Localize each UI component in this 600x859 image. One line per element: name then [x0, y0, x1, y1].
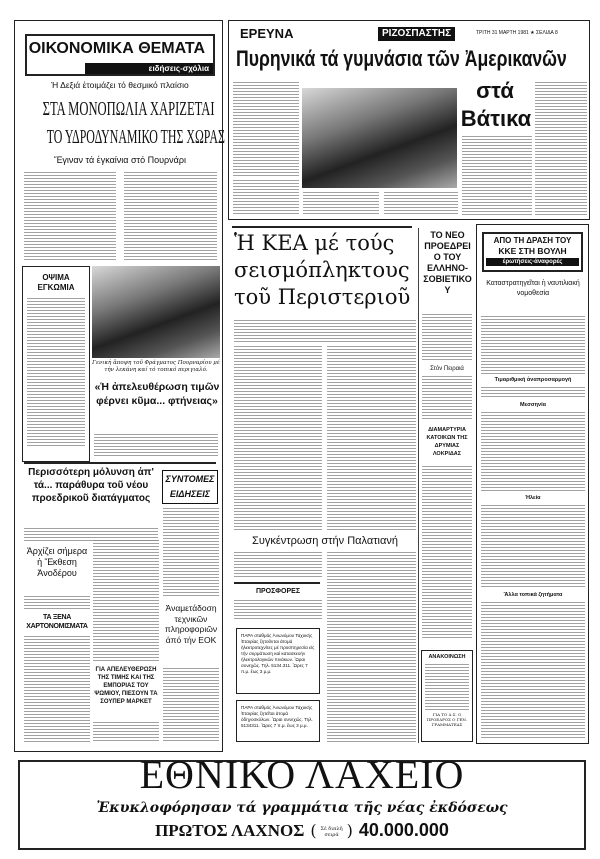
main-headline-2: ΤΟ ΥΔΡΟΔΥΝΑΜΙΚΟ ΤΗΣ ΧΩΡΑΣ — [46, 125, 225, 148]
body-text — [327, 552, 416, 742]
parliament-title-2: ΚΚΕ ΣΤΗ ΒΟΥΛΗ — [498, 246, 567, 256]
body-text — [462, 136, 532, 216]
announcement-box — [421, 650, 473, 742]
parliament-subtitle: ἐρωτήσεις-ἀναφορές — [486, 258, 579, 266]
section-title: ΟΙΚΟΝΟΜΙΚΑ ΘΕΜΑΤΑ — [28, 40, 205, 57]
parliament-subheading: Τιμαριθμική ἀναπροσαρμογή — [494, 377, 572, 383]
sidebar-box — [22, 266, 90, 462]
parliament-header — [482, 232, 583, 272]
body-text — [234, 600, 322, 620]
currency-table — [24, 636, 90, 742]
parliament-subheading: Μεσσηνία — [519, 402, 547, 408]
body-text — [124, 172, 217, 260]
parliament-subheading: Ἄλλα τοπικά ζητήματα — [503, 592, 563, 598]
eok-headline: Ἀναμετάδοση τεχνικῶν πληροφοριῶν ἀπό τήν ΕΟΚ — [164, 603, 218, 645]
announcement-title: ΑΝΑΚΟΙΝΩΣΗ — [428, 654, 466, 660]
research-headline-sta: στά — [476, 78, 514, 103]
prize-amount: 40.000.000 — [358, 820, 449, 840]
body-text — [24, 172, 116, 262]
tank-photo — [302, 88, 457, 188]
sidebar-title: ΟΨΙΜΑ ΕΓΚΩΜΙΑ — [37, 273, 75, 292]
body-text — [481, 316, 585, 374]
lottery-subtitle: Ἐκυκλοφόρησαν τά γραμμάτια τῆς νέας ἐκδόσεως — [96, 800, 508, 816]
research-headline-vatika: Βάτικα — [460, 106, 532, 131]
body-text — [481, 412, 585, 492]
pollution-headline: Περισσότερη μόλυνση ἀπ' τά... παράθυρα τοῦ νέου προεδρικοῦ διατάγματος — [28, 467, 154, 504]
short-news-badge: ΣΥΝΤΟΜΕΣ ΕΙΔΗΣΕΙΣ — [162, 470, 218, 504]
section-header — [25, 34, 215, 76]
lottery-ad — [18, 752, 586, 850]
research-headline: Πυρηνικά τά γυμνάσια τῶν Ἀμερικανῶν — [236, 46, 567, 71]
divider — [234, 582, 320, 584]
prize-note: Σέ διπλῆ σειρά — [320, 825, 343, 838]
body-text — [234, 320, 416, 342]
body-text — [233, 82, 299, 177]
rally-headline: Συγκέντρωση στήν Παλατιανή — [252, 535, 398, 547]
proedrio-headline: ΤΟ ΝΕΟ ΠΡΟΕΔΡΕΙΟ ΤΟΥ ΕΛΛΗΝΟ-ΣΟΒΙΕΤΙΚΟΥ — [423, 230, 472, 295]
short-news-text — [163, 508, 219, 596]
job-ad — [236, 700, 320, 742]
dateline: ΤΡΙΤΗ 31 ΜΑΡΤΗ 1981 ★ ΣΕΛΙΔΑ 8 — [476, 30, 558, 36]
announcement-signature: ΓΙΑ ΤΟ Δ.Σ. Ο ΠΡΟΕΔΡΟΣ Ο ΓΕΝ. ΓΡΑΜΜΑΤΕΑΣ — [426, 712, 468, 727]
offers-title: ΠΡΟΣΦΟΡΕΣ — [255, 588, 301, 595]
currency-title: ΤΑ ΞΕΝΑ ΧΑΡΤΟΝΟΜΙΣΜΑΤΑ — [26, 614, 88, 630]
body-text — [422, 376, 472, 420]
body-text — [535, 82, 587, 215]
protest-headline: ΔΙΑΜΑΡΤΥΡΙΑ ΚΑΤΟΙΚΩΝ ΤΗΣ ΔΡΥΜΙΑΣ ΛΟΚΡΙΔΑΣ — [426, 427, 468, 457]
proedrio-subhead: Στόν Πειραιά — [430, 366, 464, 372]
section-subtitle: ειδήσεις-σχόλια — [85, 63, 213, 74]
body-text — [234, 346, 322, 531]
job-ad — [236, 628, 320, 694]
parliament-subheading: Ἠλεία — [525, 495, 541, 501]
body-text — [94, 434, 218, 458]
subhead: Ἔγιναν τά ἐγκαίνια στό Πουρνάρι — [54, 155, 186, 165]
body-text — [93, 722, 159, 742]
prices-headline: «Ἡ ἀπελευθέρωση τιμῶν φέρνει κῦμα... φτήνειας» — [94, 381, 220, 407]
newspaper-logo: ΡΙΖΟΣΠΑΣΤΗΣ — [378, 27, 455, 41]
prize-label: ΠΡΩΤΟΣ ΛΑΧΝΟΣ — [155, 820, 305, 840]
section-label: ΕΡΕΥΝΑ — [240, 26, 294, 41]
body-text — [234, 552, 322, 578]
body-text — [384, 192, 458, 216]
body-text — [481, 387, 585, 399]
column-divider — [418, 228, 419, 743]
job-ad-text: ΠΑΡΑ σταθμός Ἀνωνύμου Ταχυκής Ἑταιρίας ζητεῖται ἀτομά ὁδηγοσκύλων. Ὥραι συνεχῶς. Τηλ. 5134311. Ὥρες 7 π.μ. ἕως 3 μ.μ. — [241, 705, 313, 728]
body-text — [233, 180, 299, 216]
body-text — [425, 664, 469, 710]
lottery-title: ΕΘΝΙΚΟ ΛΑΧΕΙΟ — [139, 752, 465, 797]
body-text — [27, 298, 85, 448]
prize-note-wrap: ( Σέ διπλῆ σειρά ) — [310, 821, 353, 840]
divider — [232, 226, 412, 228]
job-ad-text: ΠΑΡΑ σταθμός Ἀνωνύμου Ταχυκής Ἑταιρίας ζητοῦνται ἀτομά ἠλεκτροτεχνίτες μέ προϋπηρεσία εἰς τήν συρμάτωση καί κατασκευήν ἠλεκτρολογικῶν πινάκων. Ὥραι συνεχῶς. Τηλ. 5134.311. Ὥρες 7 π.μ. ἕως 3 μ.μ. — [241, 633, 315, 674]
body-text — [422, 466, 472, 640]
lottery-prize — [20, 820, 584, 841]
body-text — [24, 596, 90, 610]
body-text — [481, 505, 585, 589]
parliament-headline: Καταστρατηγεῖται ἡ ναυτιλιακή νομοθεσία — [486, 280, 580, 297]
parliament-title-1: ΑΠΟ ΤΗ ΔΡΑΣΗ ΤΟΥ — [493, 236, 572, 245]
divider — [24, 462, 216, 464]
body-text — [303, 192, 379, 216]
body-text — [93, 540, 159, 662]
photo-caption: Γενική ἄποψη τοῦ Φράγματος Πουρναρίου μέ τήν λεκάνη καί τό τοπικό περιγιαλό. — [92, 360, 220, 373]
bread-headline: ΓΙΑ ΑΠΕΛΕΥΘΕΡΩΣΗ ΤΗΣ ΤΙΜΗΣ ΚΑΙ ΤΗΣ ΕΜΠΟΡΙΑΣ ΤΟΥ ΨΩΜΙΟΥ, ΠΙΕΣΟΥΝ ΤΑ ΣΟΥΠΕΡ ΜΑΡΚΕΤ — [94, 667, 158, 705]
body-text — [481, 602, 585, 739]
body-text — [422, 314, 472, 362]
body-text — [327, 346, 416, 531]
kea-headline: Ἡ ΚΕΑ μέ τούς σεισμόπληκτους τοῦ Περιστεριοῦ — [234, 231, 411, 309]
kicker: Ἡ Δεξιά ἑτοιμάζει τό θεσμικό πλαίσιο — [51, 80, 189, 90]
main-headline-1: ΣΤΑ ΜΟΝΟΠΩΛΙΑ ΧΑΡΙΖΕΤΑΙ — [42, 97, 215, 120]
exhibition-headline: Ἀρχίζει σήμερα ἡ Ἔκθεση Ἀνοδέρου — [26, 546, 88, 578]
dam-photo — [92, 266, 220, 358]
body-text — [163, 668, 219, 742]
